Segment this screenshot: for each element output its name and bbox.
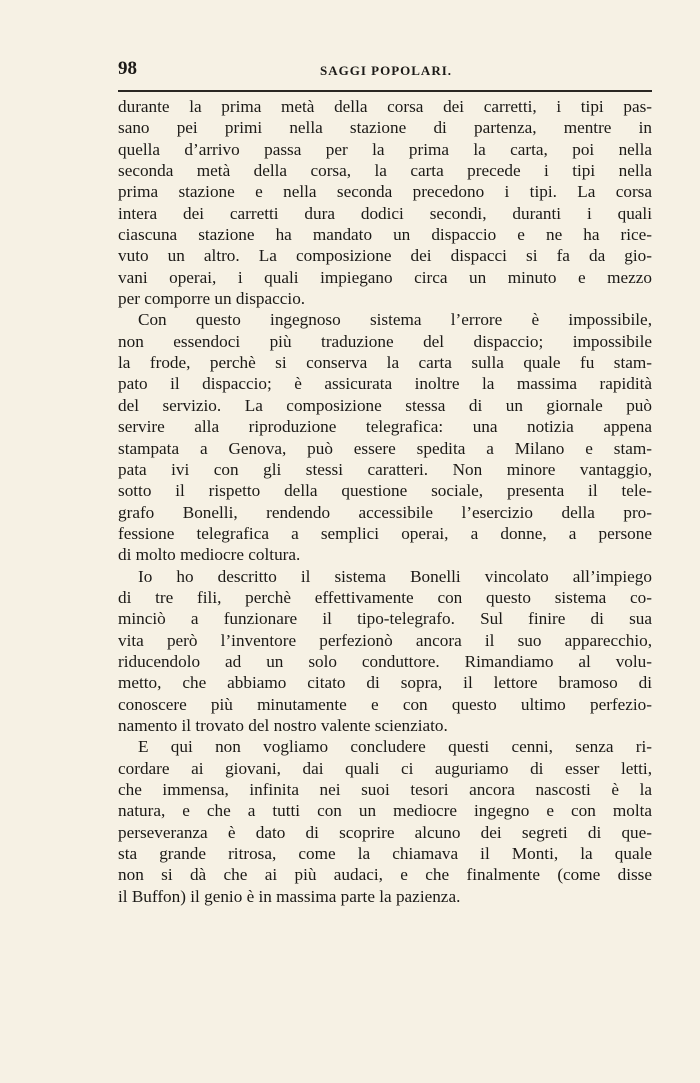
text-line: cordare ai giovani, dai quali ci auguriamo di esser letti, (118, 758, 652, 778)
text-line: E qui non vogliamo concludere questi cenni, senza ri- (138, 737, 652, 757)
text-line: non essendoci più traduzione del dispaccio; impossibile (118, 331, 652, 351)
paragraph (118, 736, 652, 907)
text-line: che immensa, infinita nei suoi tesori ancora nascosti è la (118, 780, 652, 799)
text-line: sotto il rispetto della questione sociale, presenta il tele- (118, 481, 652, 501)
header-rule (118, 90, 652, 92)
text-line: quella d’arrivo passa per la prima la carta, poi nella (118, 139, 652, 159)
page-header (118, 58, 652, 86)
text-line: il Buffon) il genio è in massima parte la pazienza. (118, 886, 461, 906)
text-line: seconda metà della corsa, la carta precede i tipi nella (118, 161, 652, 181)
text-line: di molto mediocre coltura. (118, 545, 301, 565)
text-line: vani operai, i quali impiegano circa un minuto e mezzo (118, 267, 652, 287)
text-line: riducendolo ad un solo conduttore. Rimandiamo al volu- (118, 651, 652, 671)
body-text (118, 96, 652, 907)
text-line: prima stazione e nella seconda precedono i tipi. La corsa (118, 182, 652, 202)
text-line: namento il trovato del nostro valente scienziato. (118, 715, 448, 735)
text-line: grafo Bonelli, rendendo accessibile l’esercizio della pro- (118, 502, 652, 522)
text-line: conoscere più minutamente e con questo ultimo perfezio- (118, 694, 652, 714)
text-line: Con questo ingegnoso sistema l’errore è impossibile, (138, 310, 652, 330)
text-line: pato il dispaccio; è assicurata inoltre la massima rapidità (118, 374, 652, 394)
paragraph (118, 566, 652, 737)
text-line: la frode, perchè si conserva la carta sulla quale fu stam- (118, 353, 652, 373)
text-line: natura, e che a tutti con un mediocre ingegno e con molta (118, 801, 652, 821)
text-line: perseveranza è dato di scoprire alcuno dei segreti di que- (118, 822, 652, 842)
page-number: 98 (118, 58, 137, 79)
text-line: del servizio. La composizione stessa di un giornale può (118, 395, 652, 415)
running-head: SAGGI POPOLARI. (320, 63, 453, 78)
text-line: sano pei primi nella stazione di partenza, mentre in (118, 118, 652, 138)
text-line: fessione telegrafica a semplici operai, a donne, a persone (118, 523, 652, 543)
text-line: per comporre un dispaccio. (118, 289, 306, 309)
text-line: sta grande ritrosa, come la chiamava il Monti, la quale (118, 844, 652, 864)
text-line: servire alla riproduzione telegrafica: una notizia appena (118, 417, 652, 437)
text-line: metto, che abbiamo citato di sopra, il lettore bramoso di (118, 673, 652, 693)
text-line: minciò a funzionare il tipo-telegrafo. Sul finire di sua (118, 609, 652, 629)
text-line: stampata a Genova, può essere spedita a Milano e stam- (118, 438, 652, 458)
text-line: Io ho descritto il sistema Bonelli vincolato all’impiego (138, 566, 652, 586)
text-line: intera dei carretti dura dodici secondi, duranti i quali (118, 203, 652, 223)
text-line: vuto un altro. La composizione dei dispacci si fa da gio- (118, 246, 652, 266)
paragraph (118, 309, 652, 565)
text-line: di tre fili, perchè effettivamente con questo sistema co- (118, 587, 652, 607)
text-line: vita però l’inventore perfezionò ancora il suo apparecchio, (118, 630, 652, 650)
text-line: non si dà che ai più audaci, e che finalmente (come disse (118, 865, 652, 885)
text-line: ciascuna stazione ha mandato un dispaccio e ne ha rice- (118, 225, 652, 245)
paragraph (118, 96, 652, 309)
text-line: durante la prima metà della corsa dei carretti, i tipi pas- (118, 97, 652, 116)
text-line: pata ivi con gli stessi caratteri. Non minore vantaggio, (118, 459, 652, 479)
